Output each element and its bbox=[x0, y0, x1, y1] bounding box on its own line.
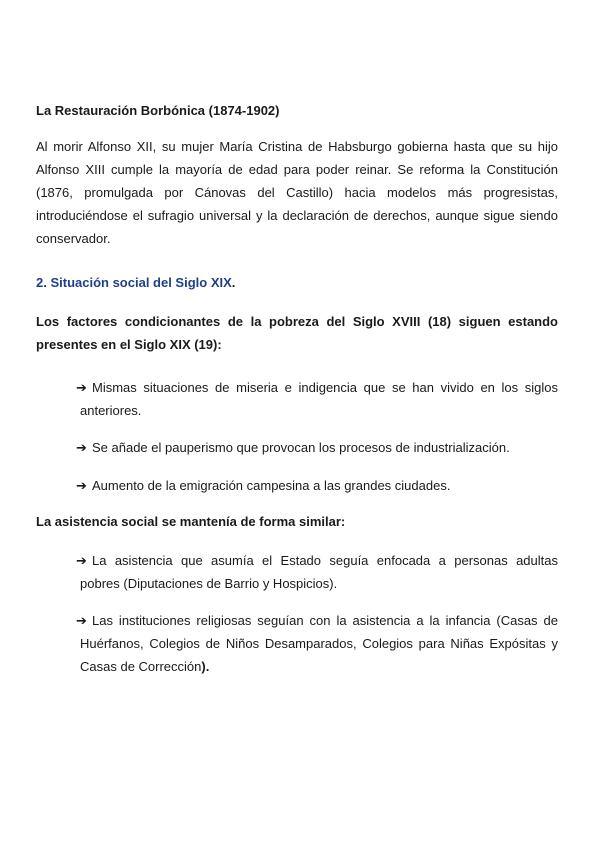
right-arrow-icon: ➔ bbox=[76, 553, 87, 568]
list-item-line: Se añade el pauperismo que provocan los procesos de industrialización. bbox=[92, 440, 510, 455]
paragraph-line-3: (1876, promulgada por Cánovas del Castillo) hacia modelos más progresistas, bbox=[36, 185, 558, 200]
right-arrow-icon: ➔ bbox=[76, 613, 87, 628]
section-title-main: 2. Situación social del Siglo XIX bbox=[36, 275, 232, 290]
paragraph-line-2: Alfonso XIII cumple la mayoría de edad para poder reinar. Se reforma la Constitución bbox=[36, 162, 558, 177]
intro-line-1: Los factores condicionantes de la pobreza del Siglo XVIII (18) siguen estando bbox=[36, 314, 558, 329]
paragraph-line-4: introduciéndose el sufragio universal y la declaración de derechos, aunque sigue siendo bbox=[36, 208, 558, 223]
list-item-line: Las instituciones religiosas seguían con la asistencia a la infancia (Casas de bbox=[92, 613, 558, 628]
list-item-line: La asistencia que asumía el Estado seguía enfocada a personas adultas bbox=[92, 553, 558, 568]
right-arrow-icon: ➔ bbox=[76, 380, 87, 395]
list-item-line: anteriores. bbox=[80, 403, 142, 418]
subheading-asistencia: La asistencia social se mantenía de forma similar: bbox=[36, 514, 346, 529]
right-arrow-icon: ➔ bbox=[76, 440, 87, 455]
list-item-line: Aumento de la emigración campesina a las grandes ciudades. bbox=[92, 478, 451, 493]
paragraph-line-1: Al morir Alfonso XII, su mujer María Cristina de Habsburgo gobierna hasta que su hijo bbox=[36, 139, 558, 154]
section-title-period: . bbox=[231, 275, 236, 290]
section-title-restauracion: La Restauración Borbónica (1874-1902) bbox=[36, 103, 280, 118]
list-item-last-line bbox=[80, 655, 558, 678]
section-title-situacion-social bbox=[36, 271, 558, 295]
closing-paren: ). bbox=[201, 659, 210, 674]
list-item-line: Casas de Corrección bbox=[80, 659, 202, 674]
list-item-line: Mismas situaciones de miseria e indigencia que se han vivido en los siglos bbox=[92, 380, 558, 395]
list-item-line: pobres (Diputaciones de Barrio y Hospicios). bbox=[80, 576, 338, 591]
list-item-line: Huérfanos, Colegios de Niños Desamparados, Colegios para Niñas Expósitas y bbox=[80, 636, 558, 651]
intro-line-2: presentes en el Siglo XIX (19): bbox=[36, 337, 222, 352]
right-arrow-icon: ➔ bbox=[76, 478, 87, 493]
paragraph-line-5: conservador. bbox=[36, 231, 111, 246]
